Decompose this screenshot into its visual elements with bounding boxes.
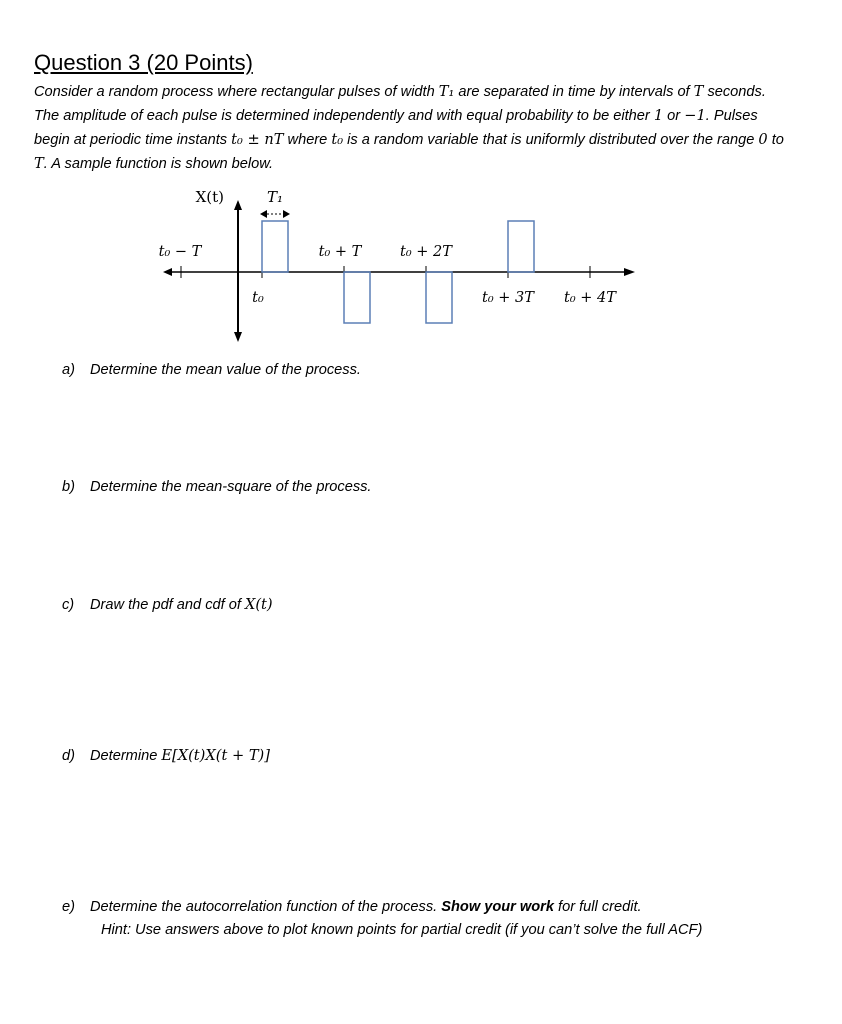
question-c: c) Draw the pdf and cdf of X(t) — [62, 596, 273, 613]
width-arrow-left — [260, 210, 267, 218]
time-label: t₀ − T — [158, 244, 202, 260]
x-axis-arrow-right — [624, 268, 635, 276]
x-axis-arrow-left — [163, 268, 172, 276]
question-a: a) Determine the mean value of the process. — [62, 362, 361, 378]
pulse-positive — [262, 221, 288, 272]
question-d: d) Determine E[X(t)X(t + T)] — [62, 747, 270, 764]
time-label: t₀ — [252, 290, 264, 306]
page-title: Question 3 (20 Points) — [34, 50, 253, 75]
question-b: b) Determine the mean-square of the process. — [62, 479, 372, 495]
time-label: t₀ + 2T — [400, 244, 452, 260]
pulse-positive — [508, 221, 534, 272]
pulse-negative — [344, 272, 370, 323]
y-axis-arrow-up — [234, 200, 242, 210]
hint-text: Hint: Use answers above to plot known points for partial credit (if you can’t solve the full ACF) — [101, 922, 703, 938]
pulse-negative — [426, 272, 452, 323]
y-axis-arrow-down — [234, 332, 242, 342]
time-label: t₀ + 3T — [482, 290, 534, 306]
problem-statement: Consider a random process where rectangular pulses of width T₁ are separated in time by intervals of T seconds. The amplitude of each pulse is determined independently and with equal probability to be either 1 or −1. Pulses begin at periodic time instants t₀ ± nT where t₀ is a random variable that is uniformly distributed over the range 0 to T. A sample function is shown below. — [34, 83, 784, 172]
pulse-width-label: T₁ — [266, 188, 284, 206]
time-label: t₀ + 4T — [564, 290, 616, 306]
width-arrow-right — [283, 210, 290, 218]
time-label: t₀ + T — [318, 244, 362, 260]
y-axis-label: X(t) — [195, 188, 224, 206]
sample-function-diagram — [0, 0, 842, 360]
question-e: e) Determine the autocorrelation function of the process. Show your work for full credit. — [62, 899, 642, 915]
emphasis-text: Show your work — [441, 899, 554, 915]
